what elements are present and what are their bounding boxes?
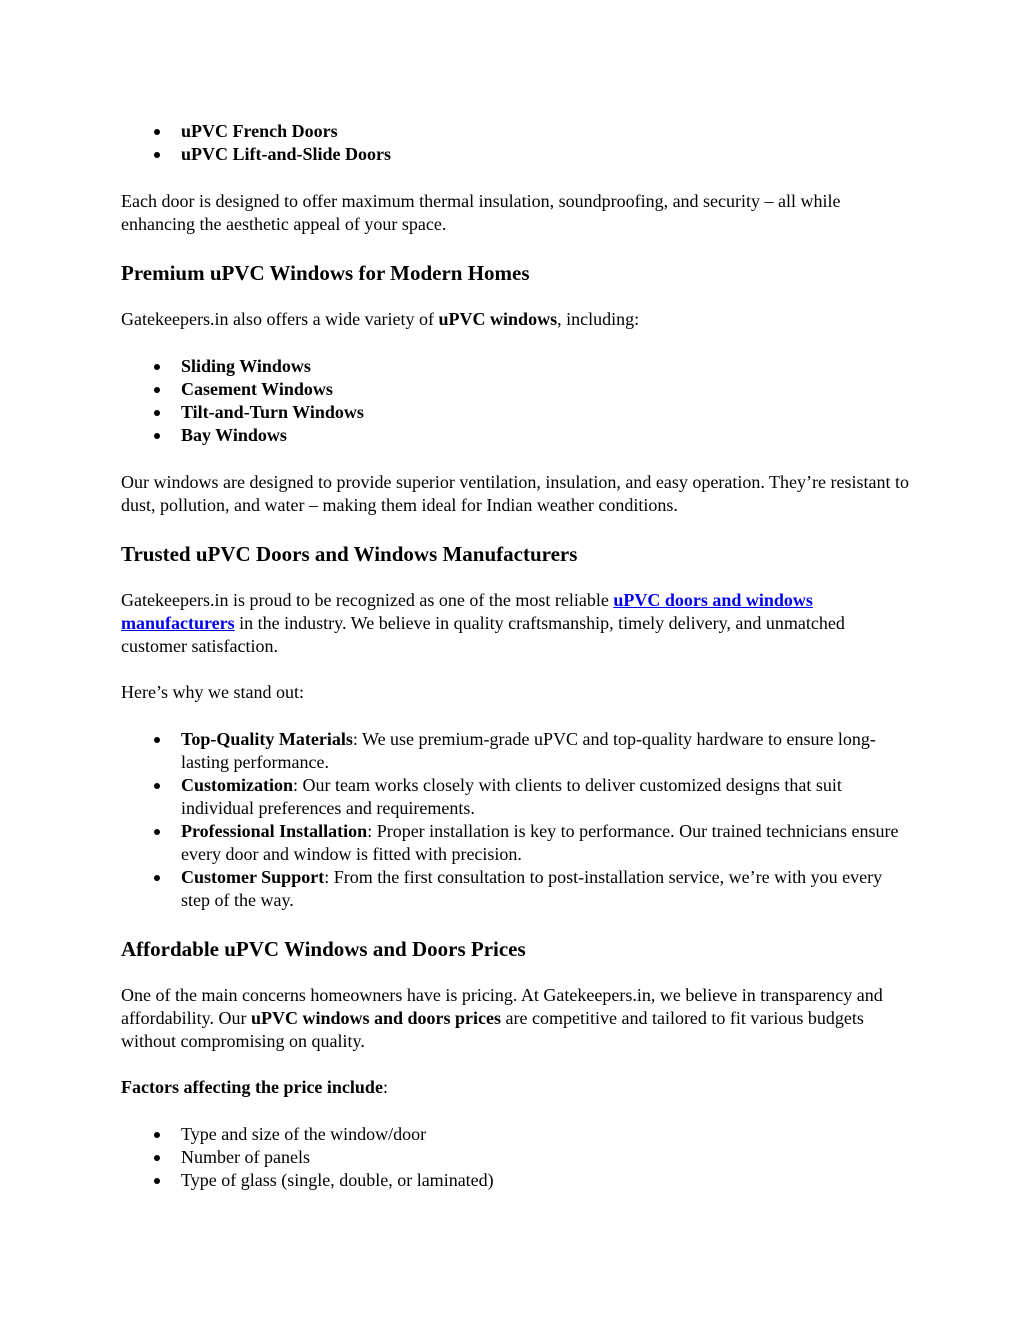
list-item: Casement Windows [121,378,911,401]
windows-heading: Premium uPVC Windows for Modern Homes [121,261,530,285]
window-types-list [121,355,911,447]
reasons-list [121,728,911,912]
list-item [121,728,911,774]
list-item [121,774,911,820]
list-item [121,820,911,866]
list-item: Tilt-and-Turn Windows [121,401,911,424]
reason-title: Customer Support [181,867,325,887]
document-page [121,120,911,1192]
reason-title: Top-Quality Materials [181,729,353,749]
list-item: Bay Windows [121,424,911,447]
reason-text: : From the first consultation to post-installation service, we’re with you every step of the way. [181,867,883,910]
standout-intro: Here’s why we stand out: [121,682,304,702]
manufacturers-paragraph [121,589,911,658]
list-item: Number of panels [121,1146,911,1169]
prices-heading: Affordable uPVC Windows and Doors Prices [121,937,526,961]
list-item [121,866,911,912]
factors-colon: : [382,1077,388,1097]
doors-paragraph: Each door is designed to offer maximum thermal insulation, soundproofing, and security – all while enhancing the aesthetic appeal of your space. [121,191,841,234]
list-item: Sliding Windows [121,355,911,378]
list-item: uPVC French Doors [121,120,911,143]
windows-intro-bold: uPVC windows [438,309,558,329]
factors-label-bold: Factors affecting the price include [121,1077,383,1097]
prices-text: One of the main concerns homeowners have is pricing. At Gatekeepers.in, we believe in transparency and affordability. Our [121,985,883,1028]
reason-title: Professional Installation [181,821,368,841]
windows-intro-end: , including: [557,309,640,329]
manufacturers-text-end: in the industry. We believe in quality craftsmanship, timely delivery, and unmatched customer satisfaction. [121,613,845,656]
windows-paragraph: Our windows are designed to provide superior ventilation, insulation, and easy operation. They’re resistant to dust, pollution, and water – making them ideal for Indian weather conditions. [121,472,909,515]
prices-paragraph [121,984,911,1053]
list-item: uPVC Lift-and-Slide Doors [121,143,911,166]
manufacturers-text: Gatekeepers.in is proud to be recognized as one of the most reliable [121,590,614,610]
windows-intro-text: Gatekeepers.in also offers a wide variety of [121,309,439,329]
prices-text-end: are competitive and tailored to fit various budgets without compromising on quality. [121,1008,864,1051]
manufacturers-heading: Trusted uPVC Doors and Windows Manufacturers [121,542,578,566]
reason-text: : Proper installation is key to performance. Our trained technicians ensure every door and window is fitted with precision. [181,821,899,864]
factors-label [121,1076,911,1099]
manufacturers-link[interactable]: uPVC doors and windows manufacturers [121,590,813,633]
list-item: Type of glass (single, double, or laminated) [121,1169,911,1192]
door-types-list [121,120,911,166]
reason-title: Customization [181,775,293,795]
reason-text: : We use premium-grade uPVC and top-quality hardware to ensure long-lasting performance. [181,729,876,772]
windows-intro [121,308,911,331]
reason-text: : Our team works closely with clients to deliver customized designs that suit individual preferences and requirements. [181,775,842,818]
prices-bold: uPVC windows and doors prices [250,1008,502,1028]
list-item: Type and size of the window/door [121,1123,911,1146]
factors-list [121,1123,911,1192]
